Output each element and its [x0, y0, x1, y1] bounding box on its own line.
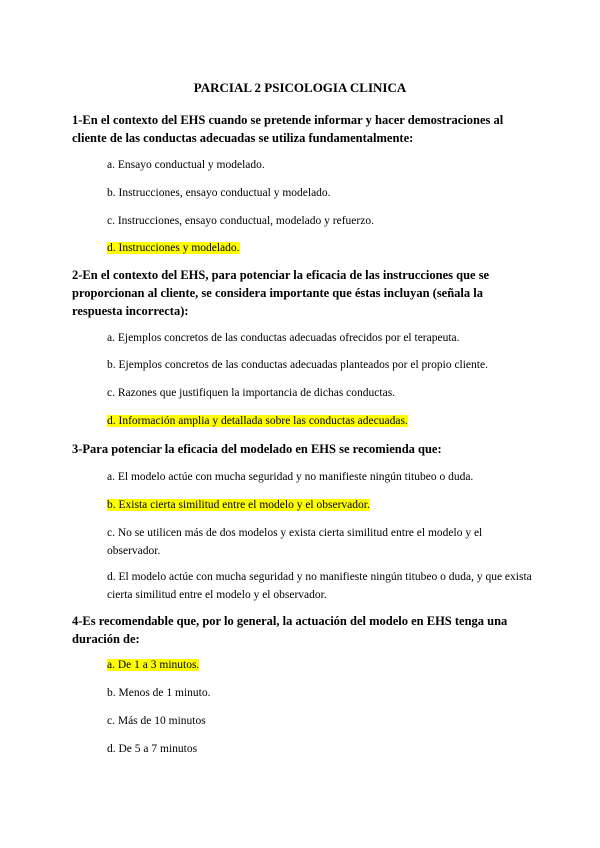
question-1-option-a	[107, 156, 533, 174]
highlighted-answer: d. Instrucciones y modelado.	[107, 242, 240, 254]
page-title: PARCIAL 2 PSICOLOGIA CLINICA	[193, 80, 407, 95]
question-4-option-c	[107, 712, 533, 730]
question-1-option-b	[107, 184, 533, 202]
option-text: c. Razones que justifiquen la importancia de dichas conductas.	[107, 387, 396, 399]
question-1-option-d	[107, 239, 533, 257]
question-2-option-a	[107, 329, 533, 347]
option-text: d. De 5 a 7 minutos	[107, 743, 198, 755]
option-text: b. Ejemplos concretos de las conductas adecuadas planteados por el propio cliente.	[107, 359, 488, 371]
option-text: c. No se utilicen más de dos modelos y exista cierta similitud entre el modelo y el observador.	[107, 527, 483, 557]
question-4: 4-Es recomendable que, por lo general, la actuación del modelo en EHS tenga una duración de:	[72, 614, 508, 646]
question-3: 3-Para potenciar la eficacia del modelado en EHS se recomienda que:	[72, 442, 442, 456]
option-text: a. Ensayo conductual y modelado.	[107, 159, 265, 171]
option-text: d. El modelo actúe con mucha seguridad y no manifieste ningún titubeo o duda, y que exista cierta similitud entre el modelo y el observador.	[107, 571, 532, 601]
highlighted-answer: d. Información amplia y detallada sobre las conductas adecuadas.	[107, 415, 408, 427]
option-text: c. Más de 10 minutos	[107, 715, 206, 727]
question-3-option-c	[107, 524, 533, 560]
question-2-option-b	[107, 356, 533, 374]
question-3-option-b	[107, 496, 533, 514]
question-1: 1-En el contexto del EHS cuando se pretende informar y hacer demostraciones al cliente de las conductas adecuadas se utiliza fundamentalmente:	[72, 113, 504, 145]
question-3-option-a	[107, 468, 533, 486]
question-3-option-d	[107, 568, 533, 604]
option-text: b. Instrucciones, ensayo conductual y modelado.	[107, 187, 331, 199]
option-text: c. Instrucciones, ensayo conductual, modelado y refuerzo.	[107, 215, 374, 227]
option-text: a. El modelo actúe con mucha seguridad y no manifieste ningún titubeo o duda.	[107, 471, 474, 483]
question-1-option-c	[107, 212, 533, 230]
question-4-option-b	[107, 684, 533, 702]
question-4-option-a	[107, 656, 533, 674]
option-text: a. Ejemplos concretos de las conductas adecuadas ofrecidos por el terapeuta.	[107, 332, 460, 344]
question-2-option-d	[107, 412, 533, 430]
question-2-option-c	[107, 384, 533, 402]
question-2: 2-En el contexto del EHS, para potenciar la eficacia de las instrucciones que se proporcionan al cliente, se considera importante que éstas incluyan (señala la respuesta incorrecta):	[72, 268, 490, 318]
highlighted-answer: a. De 1 a 3 minutos.	[107, 659, 200, 671]
question-4-option-d	[107, 740, 533, 758]
highlighted-answer: b. Exista cierta similitud entre el modelo y el observador.	[107, 499, 370, 511]
option-text: b. Menos de 1 minuto.	[107, 687, 211, 699]
